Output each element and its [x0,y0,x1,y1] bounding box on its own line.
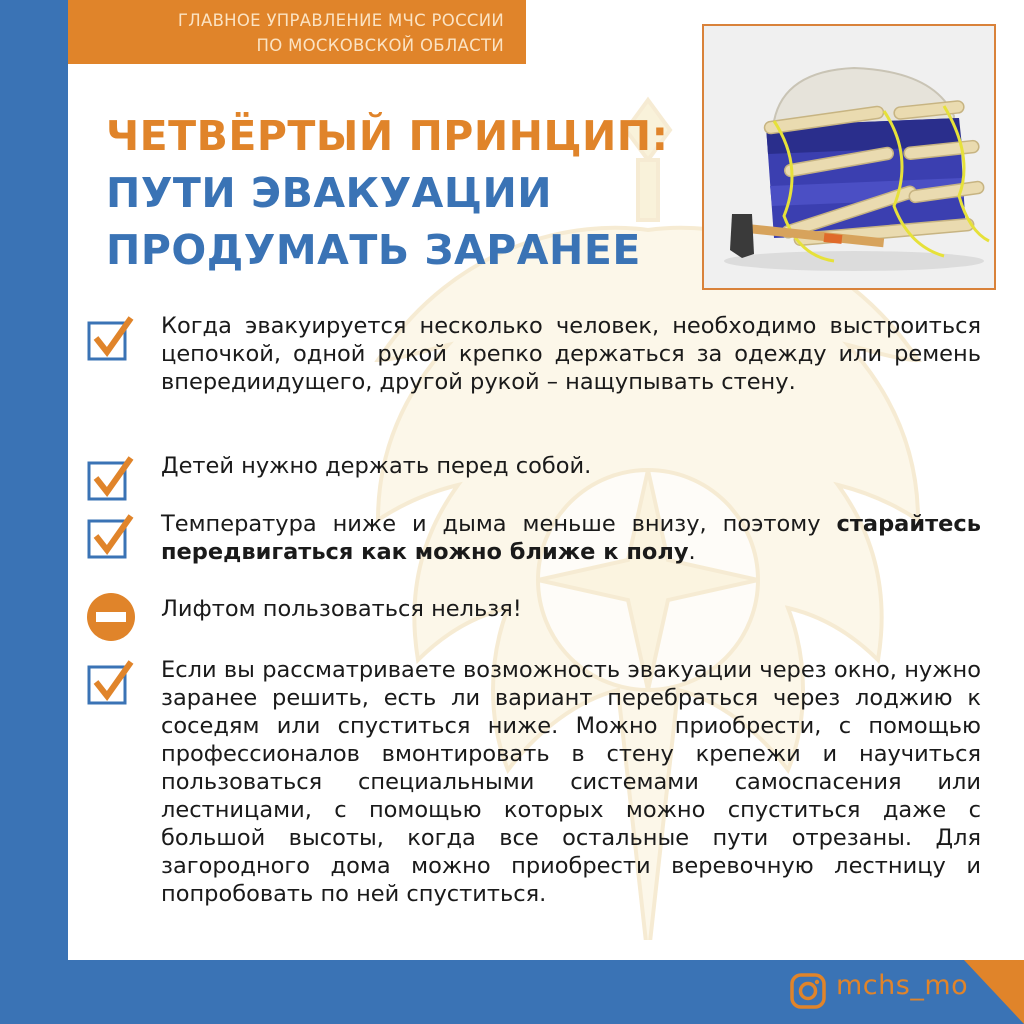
item-text: Детей нужно держать перед собой. [161,453,592,479]
instagram-icon[interactable] [790,973,826,1009]
checkmark-icon [86,452,136,502]
instagram-handle-link[interactable]: mchs_mo [836,970,969,1001]
item-text: Если вы рассматриваете возможность эвакуации через окно, нужно заранее решить, есть ли вариант перебраться через лоджию к соседям или спуститься ниже. Можно приобрести, с помощью профессионалов вмонтировать в стену крепежи и научиться пользоваться специальными системами самоспасения или лестницами, с помощью которых можно спуститься даже с большой высоты, когда все остальные пути отрезаны. Для загородного дома можно приобрести веревочную лестницу и попробовать по ней спуститься. [161,657,981,907]
title-line-3: ПРОДУМАТЬ ЗАРАНЕЕ [106,226,641,274]
item-text-regular: Температура ниже и дыма меньше внизу, поэтому [161,511,837,537]
list-item [86,656,986,946]
title-line-2: ПУТИ ЭВАКУАЦИИ [106,169,553,217]
list-item [86,510,986,570]
item-text: Когда эвакуируется несколько человек, необходимо выстроиться цепочкой, одной рукой крепко держаться за одежду или ремень впередиидущего, другой рукой – нащупывать стену. [161,313,981,395]
no-entry-icon [86,592,136,642]
title-line-1: ЧЕТВЁРТЫЙ ПРИНЦИП: [106,112,669,160]
item-text-bold: старайтесь передвигаться как можно ближе к полу [161,511,981,565]
list-item [86,595,986,645]
item-text [161,510,981,566]
checkmark-icon [86,312,136,362]
page-title [106,108,669,279]
organization-header [68,0,526,64]
checkmark-icon [86,656,136,706]
checkmark-icon [86,510,136,560]
list-item [86,452,986,502]
rope-ladder-bag-illustration [704,26,994,288]
item-text: Лифтом пользоваться нельзя! [161,596,522,622]
item-text-end: . [688,539,696,565]
list-item [86,312,986,432]
rope-ladder-photo [702,24,996,290]
organization-line-1: ГЛАВНОЕ УПРАВЛЕНИЕ МЧС РОССИИ [177,11,504,30]
organization-line-2: ПО МОСКОВСКОЙ ОБЛАСТИ [256,36,504,55]
